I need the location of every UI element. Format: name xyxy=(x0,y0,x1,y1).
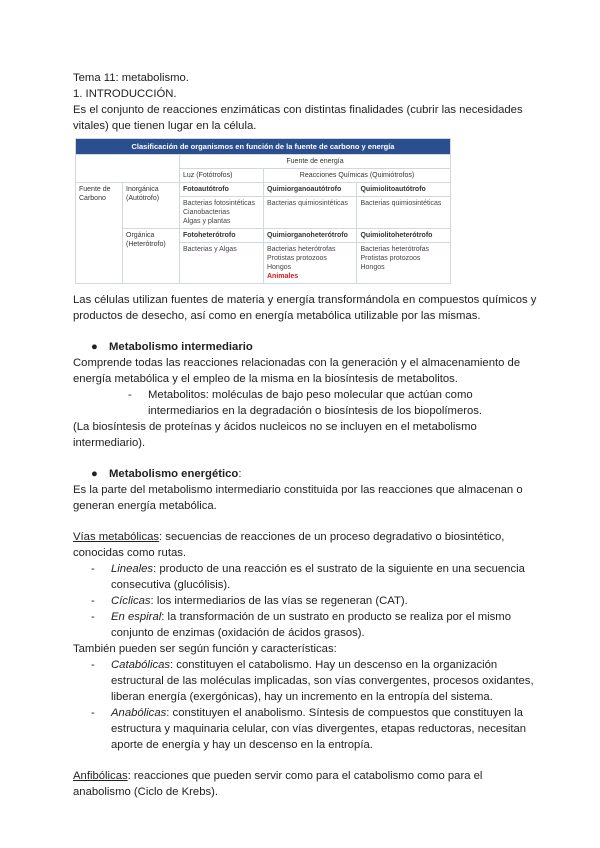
section-heading: 1. INTRODUCCIÓN. xyxy=(73,88,177,100)
bullet-energetico: ● Metabolismo energético: xyxy=(91,468,242,480)
cell-quimiorganoautotrofo-examples: Bacterias quimiosintéticas xyxy=(263,197,357,229)
list-item-catabolicas: - Catabólicas: constituyen el catabolismo. Hay un descenso en la organización xyxy=(91,659,498,671)
page-title: Tema 11: metabolismo. xyxy=(73,72,189,84)
intro-line: Es el conjunto de reacciones enzimáticas con distintas finalidades (cubrir las necesidades xyxy=(73,104,523,116)
cell-quimiorganoautotrofo: Quimiorganoautótrofo xyxy=(263,183,357,197)
paragraph-line: intermediario). xyxy=(73,437,146,449)
bullet-icon: ● xyxy=(91,341,98,353)
list-item-cont: liberan energía (exergónicas), hay un incremento en la entropía del sistema. xyxy=(111,691,493,703)
cell-fotoautotrofo-examples: Bacterias fotosintéticas Cianobacterias Algas y plantas xyxy=(180,197,264,229)
cell-quimiorganoheterotrofo: Quimiorganoheterótrofo xyxy=(263,229,357,243)
cell-fotoheterotrofo: Fotoheterótrofo xyxy=(180,229,264,243)
bullet-intermediario xyxy=(73,339,533,355)
cell-fotoheterotrofo-examples: Bacterias y Algas xyxy=(180,243,264,284)
paragraph-line: generan energía metabólica. xyxy=(73,500,217,512)
list-item-cont: conjunto de enzimas (oxidación de ácidos grasos). xyxy=(111,627,365,639)
metabolitos-cont: intermediarios en la degradación o biosíntesis de los biopolímeros. xyxy=(148,405,483,417)
paragraph-line: (La biosíntesis de proteínas y ácidos nucleicos no se incluyen en el metabolismo xyxy=(73,421,477,433)
animales-label: Animales xyxy=(266,273,299,280)
paragraph-line: Es la parte del metabolismo intermediario constituida por las reacciones que almacenan o xyxy=(73,484,523,496)
cell-quimiolitoautotrofo-examples: Bacterias quimiosintéticas xyxy=(357,197,451,229)
energetico-title: Metabolismo energético xyxy=(109,468,239,480)
intermediario-title: Metabolismo intermediario xyxy=(109,341,253,353)
table-title: Clasificación de organismos en función de la fuente de carbono y energía xyxy=(76,139,451,155)
bullet-icon: ● xyxy=(91,468,98,480)
paragraph-line: conocidas como rutas. xyxy=(73,547,187,559)
paragraph-line: Las células utilizan fuentes de materia y energía transformándola en compuestos químicos y xyxy=(73,294,537,306)
energy-source-header: Fuente de energía xyxy=(180,155,451,169)
paragraph-line: productos de desecho, así como en energía metabólica utilizable por las mismas. xyxy=(73,310,481,322)
list-item-espiral: - En espiral: la transformación de un sustrato en producto se realiza por el mismo xyxy=(91,611,511,623)
intro-line: vitales) que tienen lugar en la célula. xyxy=(73,120,257,132)
list-item-anabolicas: - Anabólicas: constituyen el anabolismo. Síntesis de compuestos que constituyen la xyxy=(91,707,523,719)
list-item-lineales: - Lineales: producto de una reacción es el sustrato de la siguiente en una secuencia xyxy=(91,563,525,575)
chemical-header: Reacciones Químicas (Quimiótrofos) xyxy=(263,169,450,183)
document-page xyxy=(73,70,537,800)
vias-line: Vías metabólicas: secuencias de reacciones de un proceso degradativo o biosintético, xyxy=(73,531,505,543)
paragraph-line: Comprende todas las reacciones relacionadas con la generación y el almacenamiento de xyxy=(73,357,521,369)
cell-quimiorganoheterotrofo-examples: Bacterias heterótrofas Protistas protozoos Hongos Animales xyxy=(263,243,357,284)
vias-label: Vías metabólicas xyxy=(73,531,160,543)
paragraph-line: anabolismo (Ciclo de Krebs). xyxy=(73,786,219,798)
light-header: Luz (Fotótrofos) xyxy=(180,169,264,183)
cell-quimiolitoheterotrofo-examples: Bacterias heterótrofas Protistas protozoos Hongos xyxy=(357,243,451,284)
organic-label: Orgánica (Heterótrofo) xyxy=(123,229,180,284)
list-item-ciclicas: - Cíclicas: los intermediarios de las vías se regeneran (CAT). xyxy=(91,595,408,607)
anfibolicas-label: Anfibólicas xyxy=(73,770,128,782)
list-item-cont: estructural de las moléculas implicadas, son vías convergentes, procesos oxidantes, xyxy=(111,675,534,687)
inorganic-label: Inorgánica (Autótrofo) xyxy=(123,183,180,229)
cell-fotoautotrofo: Fotoautótrofo xyxy=(180,183,264,197)
metabolitos-item: - Metabolitos: moléculas de bajo peso molecular que actúan como xyxy=(128,389,473,401)
list-item-cont: aporte de energía y hay un descenso en la entropía. xyxy=(111,739,373,751)
cell-quimiolitoautotrofo: Quimiolitoautótrofo xyxy=(357,183,451,197)
anfibolicas-line: Anfibólicas: reacciones que pueden servir como para el catabolismo como para el xyxy=(73,770,483,782)
carbon-source-label: Fuente de Carbono xyxy=(76,183,123,284)
paragraph-line: energía metabólica y el empleo de la misma en la biosíntesis de metabolitos. xyxy=(73,373,458,385)
classification-table xyxy=(75,138,451,284)
list-item-cont: estructura y maquinaria celular, con vías divergentes, etapas reductoras, necesitan xyxy=(111,723,527,735)
paragraph-line: También pueden ser según función y características: xyxy=(73,643,337,655)
cell-quimiolitoheterotrofo: Quimiolitoheterótrofo xyxy=(357,229,451,243)
list-item-cont: consecutiva (glucólisis). xyxy=(111,579,231,591)
